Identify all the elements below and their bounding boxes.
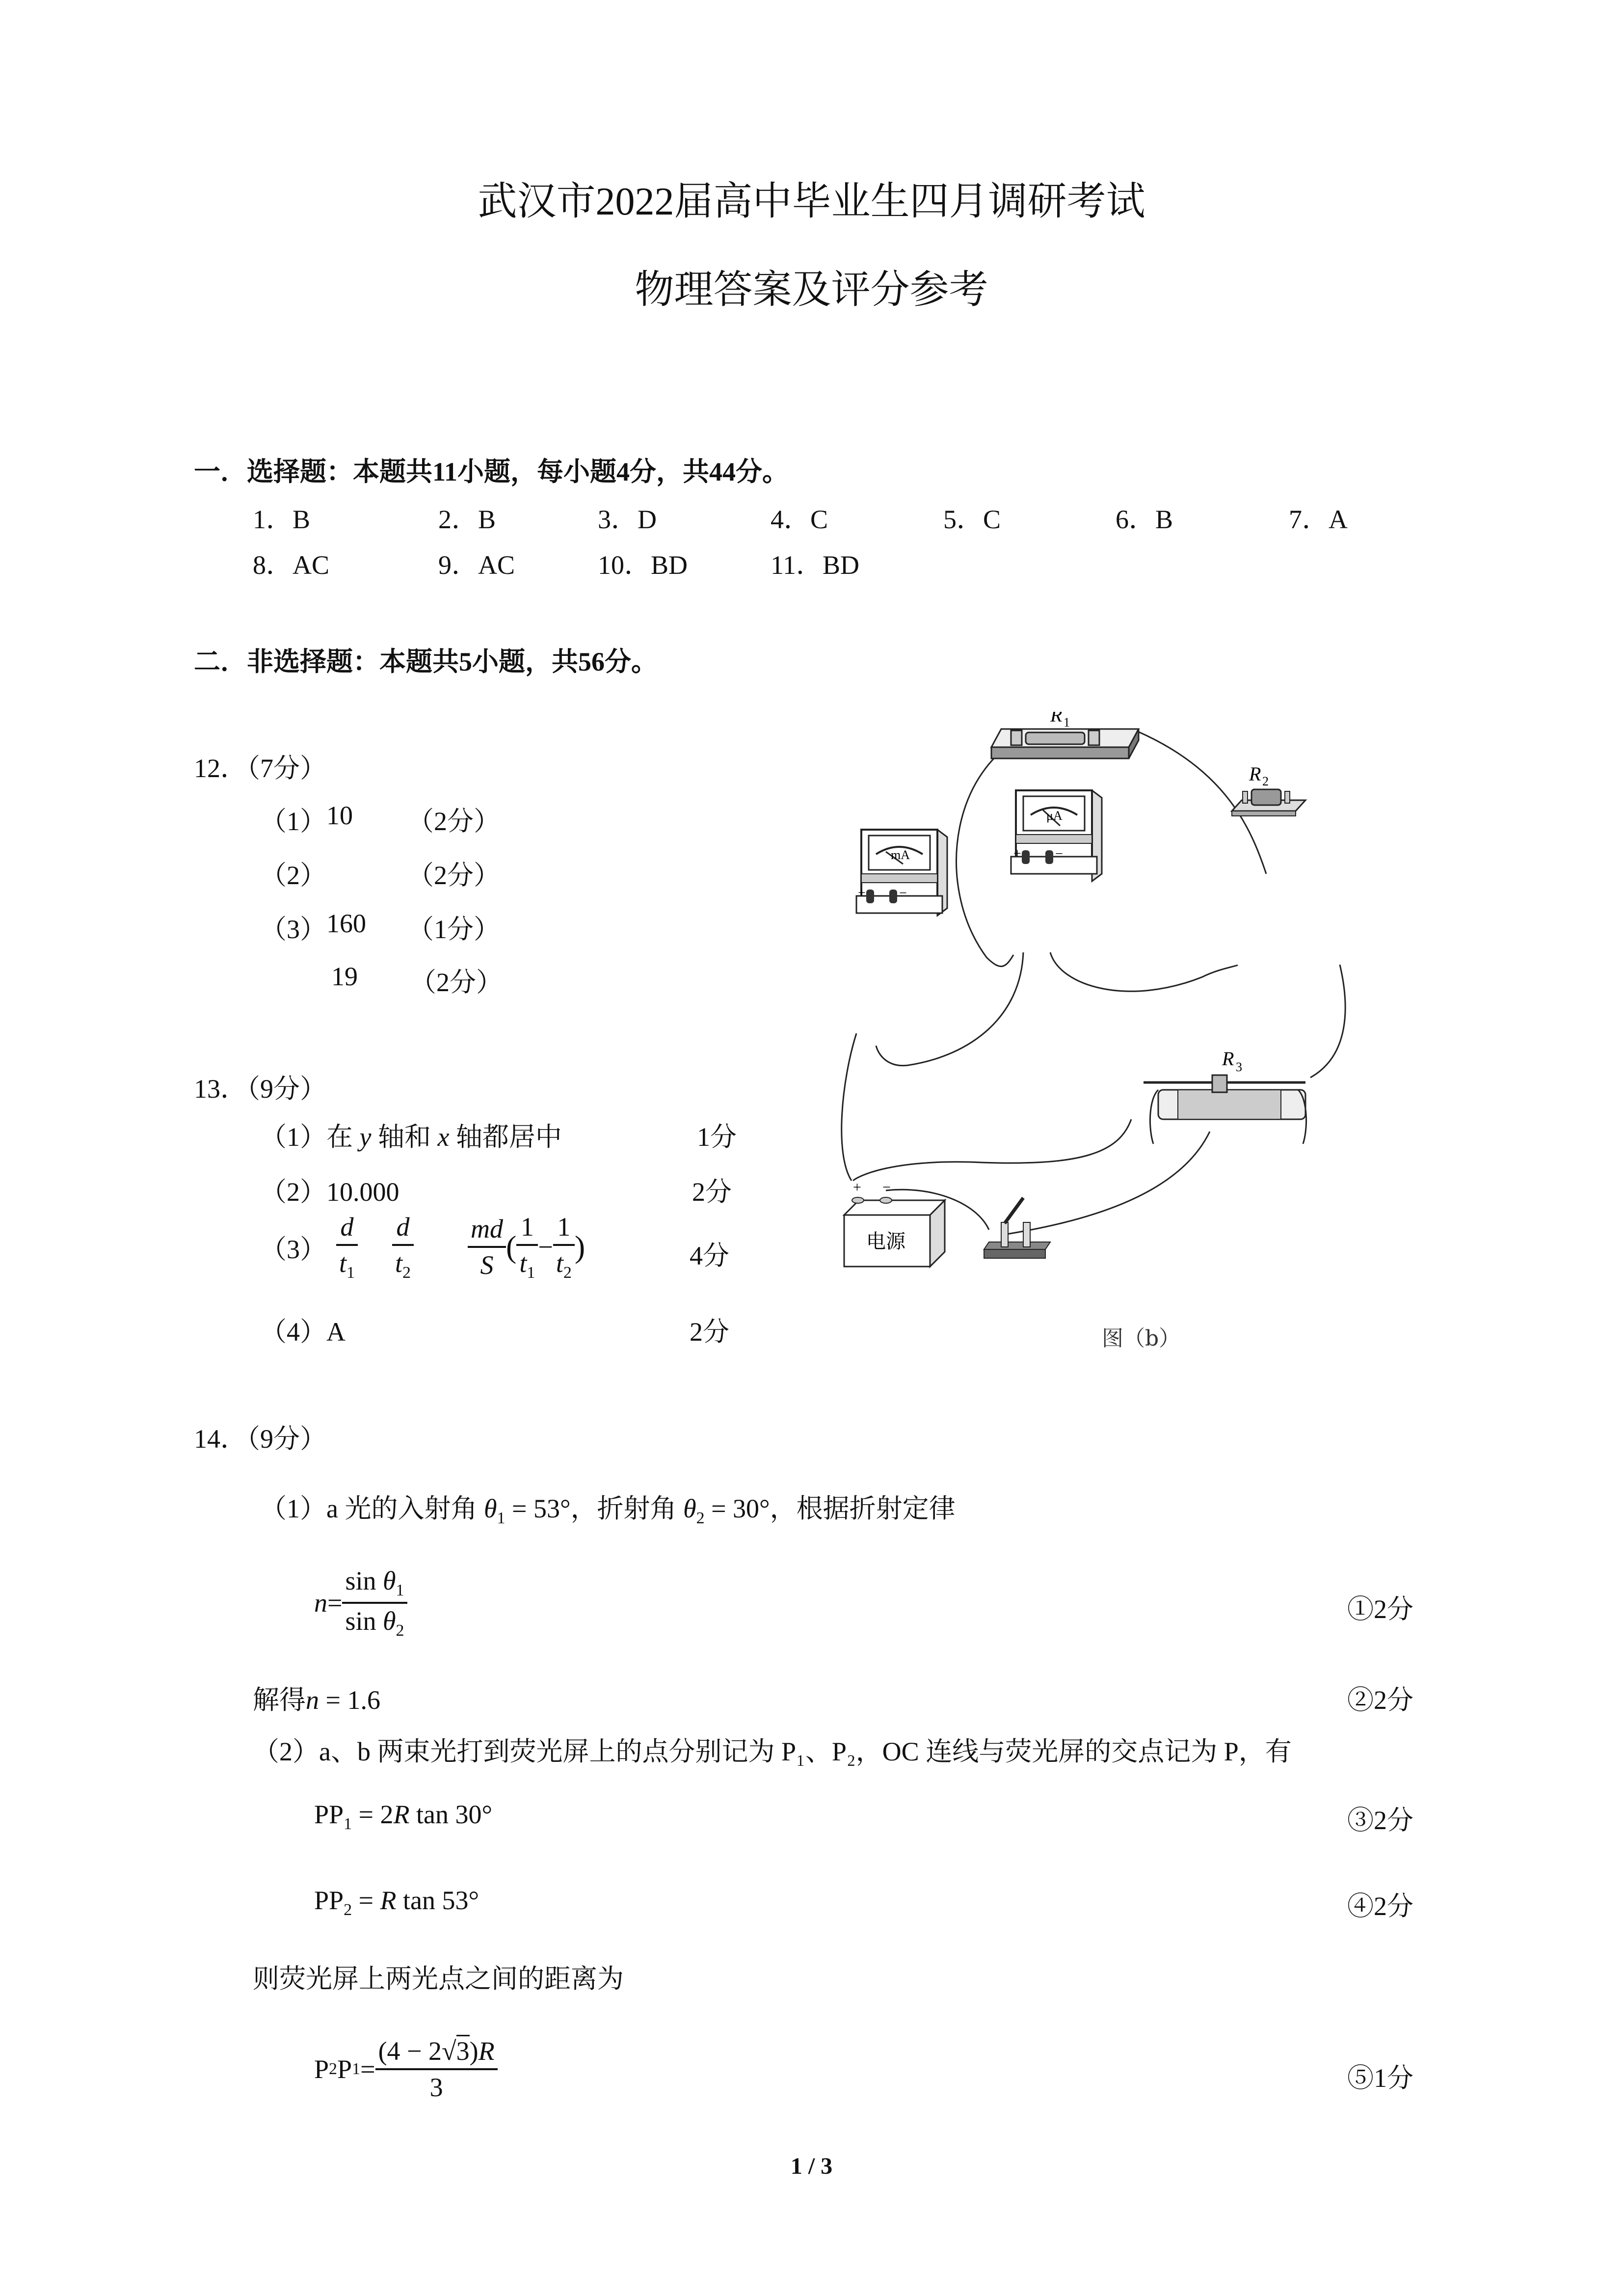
minus-sign: − <box>538 1232 553 1262</box>
q13-part1-label: （1） <box>260 1122 326 1152</box>
var-r: R <box>380 1886 397 1915</box>
var-x: x <box>437 1122 450 1152</box>
q12-part2-score: （2分） <box>407 861 500 890</box>
mc-number: 7． <box>1289 505 1329 534</box>
var-n: n <box>306 1685 319 1715</box>
circuit-figure <box>834 712 1521 1375</box>
fraction-1-over-t2 <box>553 1212 575 1282</box>
numerator: 1 <box>557 1212 571 1242</box>
sqrt-value: 3 <box>456 2035 470 2066</box>
q14-eq2-score: ②2分 <box>1347 1685 1413 1715</box>
supply-minus: − <box>882 1179 891 1195</box>
q14-part2-intro: （2）a、b 两束光打到荧光屏上的点分别记为 P₁、P₂，OC 连线与荧光屏的交点记为 P，有 <box>253 1737 1292 1766</box>
denominator: S <box>480 1250 494 1280</box>
mc-answer-3 <box>598 498 657 536</box>
mc-number: 11． <box>771 550 823 580</box>
power-supply-label: 电源 <box>866 1230 905 1252</box>
q14-eq3-score: ③2分 <box>1347 1806 1413 1835</box>
denominator: t <box>519 1248 527 1278</box>
var-n: n <box>314 1588 327 1618</box>
mc-choice: D <box>638 505 657 534</box>
mc-answer-4 <box>771 498 828 536</box>
angle-value: = 53° <box>505 1494 571 1523</box>
q12-part1-answer: 10 <box>326 801 353 830</box>
mc-answer-11 <box>771 544 859 582</box>
subscript: 1 <box>497 1509 506 1527</box>
microammeter <box>1011 790 1102 881</box>
q14-distance-text: 则荧光屏上两光点之间的距离为 <box>253 1964 624 1994</box>
text: (4 − 2 <box>378 2036 442 2066</box>
q12-title: 12．（7分） <box>194 754 326 783</box>
circuit-diagram <box>834 712 1521 1375</box>
mc-number: 1． <box>253 505 293 534</box>
section2-heading: 二．非选择题：本题共5小题，共56分。 <box>194 647 658 676</box>
mc-choice: BD <box>823 550 860 580</box>
mc-number: 8． <box>253 550 293 580</box>
denominator: t <box>395 1248 403 1278</box>
resistor-r1 <box>991 712 1139 758</box>
subscript: 2 <box>563 1263 572 1282</box>
text: 解得 <box>253 1685 306 1715</box>
theta: θ <box>383 1606 396 1636</box>
mc-answer-8 <box>253 544 329 582</box>
value: = 1.6 <box>319 1685 380 1715</box>
text: = 2 <box>352 1800 394 1829</box>
mc-answer-9 <box>438 544 515 582</box>
q13-part4-score: 2分 <box>690 1317 729 1347</box>
q14-equation1 <box>314 1561 407 1645</box>
q13-part2-label: （2） <box>260 1177 326 1207</box>
q13-part2-answer: 10.000 <box>326 1177 399 1207</box>
q12-part1-label: （1） <box>260 807 326 836</box>
mc-choice: BD <box>651 550 688 580</box>
text: = <box>352 1886 380 1915</box>
angle-value: = 30° <box>704 1494 770 1523</box>
mc-choice: B <box>1155 505 1173 534</box>
supply-plus: + <box>853 1179 861 1195</box>
q13-part3 <box>260 1198 585 1296</box>
numerator: d <box>396 1212 410 1242</box>
denominator: 3 <box>429 2073 443 2102</box>
q14-part1-intro <box>260 1487 956 1528</box>
fraction-d-over-t1 <box>336 1212 358 1282</box>
resistor-r2 <box>1232 763 1305 816</box>
subscript: 2 <box>344 1900 352 1919</box>
fraction-distance: $\frac{(4 - 2√3)R}{3}$ <box>375 2036 498 2103</box>
milliammeter <box>856 830 947 916</box>
mc-choice: AC <box>293 550 330 580</box>
mc-number: 6． <box>1116 505 1155 534</box>
mc-choice: B <box>478 505 496 534</box>
q12-part3-answer: 160 <box>326 909 366 938</box>
numerator: d <box>340 1212 354 1242</box>
r3-label: R <box>1222 1048 1234 1070</box>
mc-answer-2 <box>438 498 496 536</box>
subscript: 1 <box>352 2060 361 2078</box>
r2-label: R <box>1249 763 1261 785</box>
theta: θ <box>683 1494 696 1523</box>
document-subtitle: 物理答案及评分参考 <box>635 269 988 312</box>
text: tan 53° <box>396 1886 479 1915</box>
theta: θ <box>383 1566 396 1596</box>
subscript: 1 <box>396 1581 404 1599</box>
q12-part2-label: （2） <box>260 861 326 890</box>
theta: θ <box>483 1494 497 1523</box>
p: P <box>314 2054 329 2084</box>
q13-part4 <box>260 1311 346 1349</box>
q12-part3b-answer: 19 <box>331 962 358 991</box>
q14-equation2 <box>253 1679 380 1717</box>
q12-part1-score: （2分） <box>407 807 500 836</box>
q13-part2-score: 2分 <box>692 1177 732 1207</box>
q13-part1 <box>260 1116 562 1154</box>
q14-equation5 <box>314 2023 498 2116</box>
mc-choice: B <box>293 505 311 534</box>
equals: = <box>360 2054 375 2084</box>
mc-answer-7 <box>1289 498 1348 536</box>
r2-label-sub: 2 <box>1262 774 1269 788</box>
milliammeter-label: mA <box>891 848 910 862</box>
q13-part4-label: （4） <box>260 1317 326 1347</box>
text: 轴和 <box>377 1122 431 1152</box>
r1-label: R <box>1050 712 1063 726</box>
var-y: y <box>359 1122 372 1152</box>
subscript: 1 <box>346 1263 355 1282</box>
milliammeter-plus: + <box>858 886 866 901</box>
fraction-1-over-t1 <box>516 1212 538 1282</box>
text: 在 <box>326 1122 353 1152</box>
q14-title: 14．（9分） <box>194 1424 326 1454</box>
microammeter-plus: + <box>1013 846 1021 862</box>
subscript: 1 <box>344 1814 352 1833</box>
q12-part3-score: （1分） <box>407 915 500 944</box>
q13-part3-label: （3） <box>260 1234 326 1264</box>
text: 轴都居中 <box>455 1122 562 1152</box>
q14-eq5-score: ⑤1分 <box>1347 2063 1413 2093</box>
document-title: 武汉市2022届高中毕业生四月调研考试 <box>478 180 1145 223</box>
q14-equation4 <box>314 1885 479 1919</box>
subscript: 2 <box>396 1621 404 1640</box>
section1-heading: 一．选择题：本题共11小题，每小题4分，共44分。 <box>194 457 789 486</box>
numerator: md <box>471 1214 504 1243</box>
var-r: R <box>478 2036 495 2066</box>
text: ，根据折射定律 <box>770 1494 956 1523</box>
mc-choice: AC <box>478 550 515 580</box>
figure-caption: 图（b） <box>1102 1326 1181 1351</box>
r3-label-sub: 3 <box>1236 1060 1242 1074</box>
mc-answer-6 <box>1116 498 1173 536</box>
numerator: 1 <box>520 1212 534 1242</box>
subscript: 2 <box>696 1509 705 1527</box>
p: P <box>337 2054 352 2084</box>
rheostat-r3 <box>1144 1048 1306 1144</box>
mc-number: 2． <box>438 505 478 534</box>
var-r: R <box>393 1800 410 1829</box>
mc-answer-10 <box>598 544 688 582</box>
q13-part3-score: 4分 <box>690 1241 729 1270</box>
q14-eq1-score: ①2分 <box>1347 1594 1413 1624</box>
q14-equation3 <box>314 1799 492 1834</box>
microammeter-minus: − <box>1055 846 1063 862</box>
q12-part3-label: （3） <box>260 915 326 944</box>
text: ) <box>469 2036 479 2066</box>
q13-part4-answer: A <box>326 1317 346 1347</box>
mc-number: 3． <box>598 505 638 534</box>
text: （1）a 光的入射角 <box>260 1494 478 1523</box>
mc-number: 9． <box>438 550 478 580</box>
fraction-sin-ratio <box>342 1566 407 1640</box>
mc-choice: C <box>810 505 828 534</box>
paren-open: ( <box>506 1229 517 1264</box>
mc-number: 10． <box>598 550 651 580</box>
milliammeter-minus: − <box>899 886 907 901</box>
mc-choice: C <box>983 505 1001 534</box>
q13-part1-score: 1分 <box>697 1122 737 1152</box>
equals: = <box>327 1588 343 1618</box>
mc-answer-1 <box>253 498 310 536</box>
subscript: 1 <box>527 1263 535 1282</box>
subscript: 2 <box>402 1263 411 1282</box>
page-number: 1 / 3 <box>790 2153 833 2179</box>
mc-number: 4． <box>771 505 810 534</box>
sin: sin <box>345 1606 376 1636</box>
q12-part3b-score: （2分） <box>410 968 503 997</box>
text: tan 30° <box>409 1800 493 1829</box>
microammeter-label: μA <box>1046 809 1063 823</box>
paren-close: ) <box>574 1229 585 1264</box>
subscript: 2 <box>329 2060 338 2078</box>
pp: PP <box>314 1886 344 1915</box>
q13-title: 13．（9分） <box>194 1074 326 1104</box>
mc-number: 5． <box>943 505 983 534</box>
fraction-d-over-t2 <box>392 1212 414 1282</box>
q14-eq4-score: ④2分 <box>1347 1891 1413 1921</box>
mc-answer-5 <box>943 498 1001 536</box>
sin: sin <box>345 1566 376 1596</box>
fraction-md-over-s <box>468 1214 506 1280</box>
text: ，折射角 <box>570 1494 677 1523</box>
r1-label-sub: 1 <box>1064 715 1070 729</box>
denominator: t <box>339 1248 347 1278</box>
pp: PP <box>314 1800 344 1829</box>
mc-choice: A <box>1329 505 1348 534</box>
denominator: t <box>556 1248 563 1278</box>
